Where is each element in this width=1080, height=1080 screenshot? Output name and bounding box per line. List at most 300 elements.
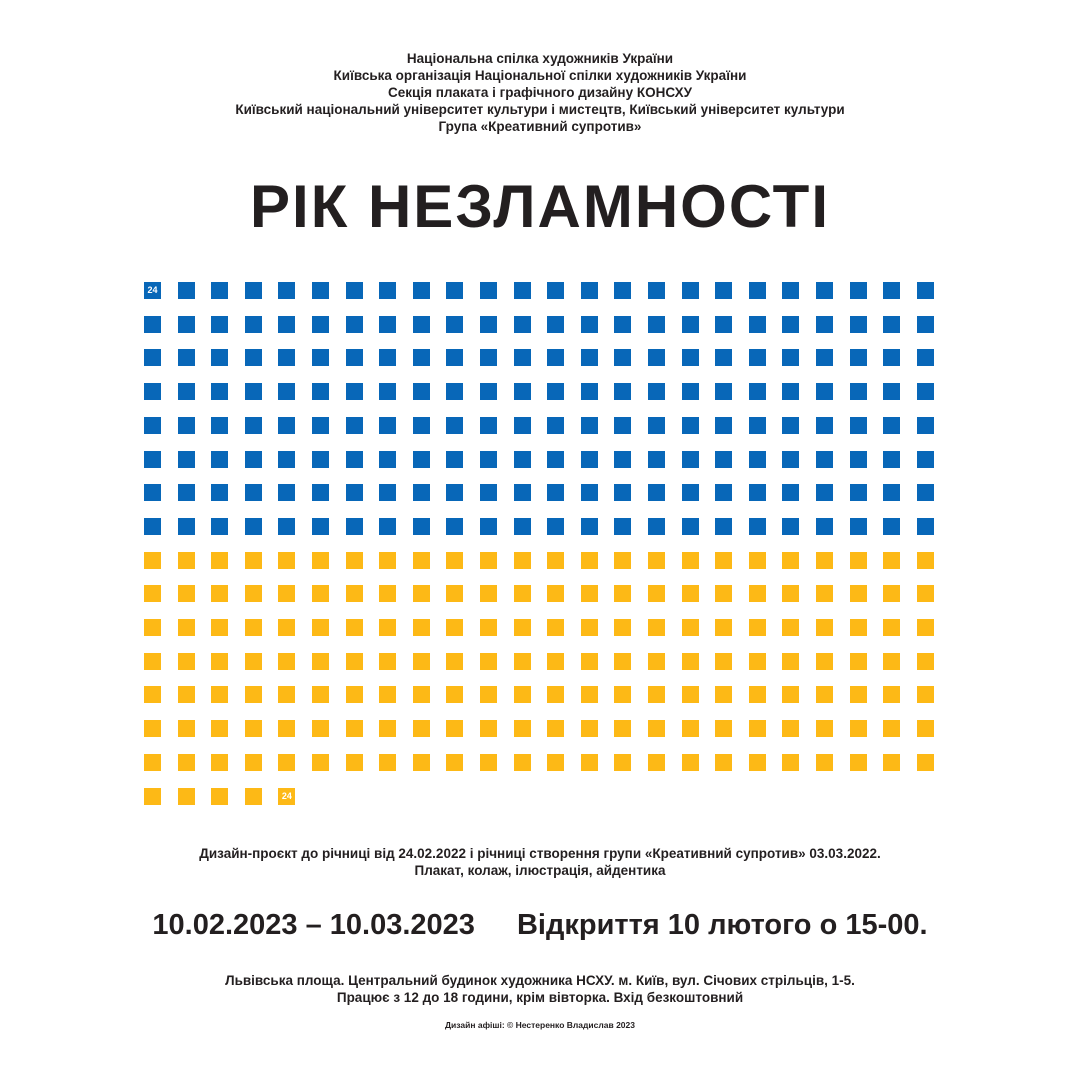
blue-day-square [850,451,867,468]
blue-day-square [312,417,329,434]
yellow-day-square [144,585,161,602]
yellow-day-square [413,720,430,737]
blue-day-square [682,417,699,434]
blue-day-square [715,383,732,400]
yellow-day-square [883,585,900,602]
blue-day-square [178,518,195,535]
blue-day-square [614,484,631,501]
yellow-day-square [346,585,363,602]
yellow-day-square [480,619,497,636]
yellow-day-square [346,653,363,670]
blue-day-square [278,451,295,468]
blue-day-square [413,349,430,366]
blue-day-square [312,282,329,299]
yellow-day-square [514,585,531,602]
yellow-day-square [547,585,564,602]
blue-day-square [480,349,497,366]
yellow-day-square [581,720,598,737]
yellow-day-square [144,686,161,703]
yellow-day-square [816,619,833,636]
blue-day-square [446,282,463,299]
blue-day-square [379,349,396,366]
blue-day-square [581,349,598,366]
yellow-day-square [917,686,934,703]
blue-day-square [211,451,228,468]
yellow-day-square [480,686,497,703]
yellow-day-square [211,653,228,670]
blue-day-square [312,518,329,535]
blue-day-square [715,518,732,535]
design-credit: Дизайн афіші: © Нестеренко Владислав 2023 [445,1020,635,1030]
blue-day-square [144,417,161,434]
blue-day-square [312,349,329,366]
blue-day-square [413,451,430,468]
blue-day-square [245,282,262,299]
blue-day-square [346,383,363,400]
yellow-day-square [312,754,329,771]
yellow-day-square [614,552,631,569]
blue-day-square [346,417,363,434]
description-line: Дизайн-проєкт до річниці від 24.02.2022 і річниці створення групи «Креативний супротив» 03.03.2022. [199,846,881,861]
yellow-day-square [648,754,665,771]
blue-day-square [648,518,665,535]
blue-day-square [782,282,799,299]
opening-time: Відкриття 10 лютого о 15-00. [516,909,928,941]
blue-day-square [749,417,766,434]
exhibition-dates: 10.02.2023 – 10.03.2023 [152,909,475,941]
yellow-day-square [211,585,228,602]
blue-day-square [245,417,262,434]
yellow-day-square [480,552,497,569]
yellow-day-square [245,788,262,805]
blue-day-square [883,316,900,333]
yellow-day-square [278,720,295,737]
organizers-block [0,50,1080,135]
blue-day-square [245,484,262,501]
yellow-day-square [514,720,531,737]
yellow-day-square [278,619,295,636]
blue-day-square [278,417,295,434]
yellow-day-square [547,720,564,737]
yellow-day-square [648,720,665,737]
yellow-day-square [514,754,531,771]
yellow-day-square [782,754,799,771]
blue-day-square [749,518,766,535]
blue-day-square [749,383,766,400]
blue-day-square [883,484,900,501]
blue-day-square [245,383,262,400]
blue-day-square [245,316,262,333]
blue-day-square [480,316,497,333]
yellow-day-square [480,754,497,771]
yellow-day-square [178,653,195,670]
yellow-day-square [178,788,195,805]
blue-day-square [682,451,699,468]
blue-day-square [446,349,463,366]
yellow-day-square [178,585,195,602]
blue-day-square [413,417,430,434]
blue-day-square [547,518,564,535]
yellow-day-square [245,686,262,703]
yellow-day-square [883,653,900,670]
yellow-day-square [682,686,699,703]
yellow-day-square [211,619,228,636]
yellow-day-square [715,552,732,569]
organizer-line: Київська організація Національної спілки художників України [333,68,747,83]
blue-day-square [245,451,262,468]
yellow-day-square [446,653,463,670]
yellow-day-square [614,686,631,703]
blue-day-square [682,316,699,333]
yellow-day-square [850,754,867,771]
yellow-day-square [514,686,531,703]
yellow-day-square [648,686,665,703]
day-square-label: 24 [281,790,292,801]
blue-day-square [379,282,396,299]
blue-day-square [446,484,463,501]
organizer-line: Національна спілка художників України [406,51,674,66]
yellow-day-square [211,686,228,703]
blue-day-square [514,417,531,434]
blue-day-square [715,282,732,299]
blue-day-square [917,417,934,434]
yellow-day-square [782,653,799,670]
blue-day-square [278,383,295,400]
blue-day-square [312,484,329,501]
yellow-day-square [614,754,631,771]
blue-day-square [581,518,598,535]
yellow-day-square [245,552,262,569]
yellow-day-square [749,619,766,636]
blue-day-square [413,518,430,535]
blue-day-square [917,484,934,501]
yellow-day-square [245,585,262,602]
yellow-day-square [278,686,295,703]
yellow-day-square [682,585,699,602]
blue-day-square [816,349,833,366]
yellow-day-square [648,653,665,670]
yellow-day-square [816,552,833,569]
blue-day-square [883,451,900,468]
yellow-day-square [682,720,699,737]
yellow-day-square [245,720,262,737]
yellow-day-square [144,788,161,805]
blue-day-square [379,484,396,501]
yellow-day-square [917,754,934,771]
blue-day-square [547,316,564,333]
blue-day-square [547,383,564,400]
venue-line: Львівська площа. Центральний будинок художника НСХУ. м. Київ, вул. Січових стрільців, 1-5. [225,973,855,988]
yellow-day-square [480,585,497,602]
blue-day-square [883,518,900,535]
blue-day-square [850,316,867,333]
blue-day-square [379,383,396,400]
blue-day-square [446,417,463,434]
blue-day-square [917,451,934,468]
blue-day-square [581,316,598,333]
blue-day-square [749,349,766,366]
yellow-day-square [480,720,497,737]
blue-day-square [446,451,463,468]
yellow-day-square [581,619,598,636]
yellow-day-square [245,754,262,771]
blue-day-square [782,383,799,400]
blue-day-square [682,518,699,535]
blue-day-square [850,518,867,535]
yellow-day-square [749,686,766,703]
yellow-day-square [245,653,262,670]
blue-day-square [178,349,195,366]
yellow-day-square [446,754,463,771]
yellow-day-square [346,619,363,636]
yellow-day-square [917,552,934,569]
yellow-day-square [178,619,195,636]
yellow-day-square [682,619,699,636]
blue-day-square [581,417,598,434]
blue-day-square [782,417,799,434]
blue-day-square [413,383,430,400]
blue-day-square [547,484,564,501]
yellow-day-square [581,686,598,703]
blue-day-square [648,417,665,434]
yellow-day-square [144,552,161,569]
blue-day-square [648,451,665,468]
blue-day-square [816,383,833,400]
blue-day-square [850,349,867,366]
yellow-day-square [850,619,867,636]
blue-day-square [917,316,934,333]
blue-day-square [614,383,631,400]
yellow-day-square [379,619,396,636]
blue-day-square [547,282,564,299]
yellow-day-square [346,754,363,771]
yellow-day-square [782,552,799,569]
blue-day-square [514,282,531,299]
organizer-line: Секція плаката і графічного дизайну КОНСХУ [388,85,692,100]
yellow-day-square [749,552,766,569]
blue-day-square [816,451,833,468]
yellow-day-square [581,585,598,602]
blue-day-square [715,484,732,501]
yellow-day-square [581,552,598,569]
yellow-day-square [682,754,699,771]
blue-day-square [346,518,363,535]
blue-day-square [514,518,531,535]
blue-day-square [211,518,228,535]
yellow-day-square [816,653,833,670]
blue-day-square [816,518,833,535]
blue-day-square [144,484,161,501]
yellow-day-square [144,653,161,670]
blue-day-square [614,417,631,434]
yellow-day-square [547,619,564,636]
blue-day-square [245,349,262,366]
blue-day-square [682,349,699,366]
blue-day-square [514,349,531,366]
blue-day-square [346,349,363,366]
event-dates-row [0,905,1080,945]
yellow-day-square [413,754,430,771]
blue-day-square [480,282,497,299]
blue-day-square [446,316,463,333]
yellow-day-square [883,754,900,771]
yellow-day-square [749,653,766,670]
blue-day-square [144,349,161,366]
yellow-day-square [178,686,195,703]
yellow-day-square [581,754,598,771]
blue-day-square [547,451,564,468]
calendar-square-grid [144,282,944,812]
yellow-day-square [816,686,833,703]
blue-day-square [883,282,900,299]
blue-day-square [816,484,833,501]
yellow-day-square [614,619,631,636]
blue-day-square [883,383,900,400]
yellow-day-square [917,720,934,737]
blue-day-square [178,417,195,434]
yellow-day-square [648,552,665,569]
blue-day-square [614,518,631,535]
blue-day-square [782,451,799,468]
yellow-day-square [614,720,631,737]
blue-day-square [917,518,934,535]
blue-day-square [648,282,665,299]
blue-day-square [514,316,531,333]
blue-day-square [278,518,295,535]
yellow-day-square [782,686,799,703]
yellow-day-square [413,552,430,569]
blue-day-square [715,316,732,333]
blue-day-square [581,484,598,501]
blue-day-square [278,484,295,501]
yellow-day-square [715,754,732,771]
blue-day-square [614,316,631,333]
blue-day-square [648,316,665,333]
blue-day-square [480,383,497,400]
yellow-day-square [715,585,732,602]
yellow-day-square [379,720,396,737]
blue-day-square [581,282,598,299]
blue-day-square [178,383,195,400]
blue-day-square [379,518,396,535]
yellow-day-square [850,585,867,602]
blue-day-square [682,383,699,400]
blue-day-square [413,316,430,333]
yellow-day-square [917,619,934,636]
yellow-day-square [917,585,934,602]
yellow-day-square [682,653,699,670]
yellow-day-square [782,619,799,636]
yellow-day-square [715,653,732,670]
organizer-line: Група «Креативний супротив» [438,119,642,134]
blue-day-square [715,451,732,468]
blue-day-square [917,383,934,400]
blue-day-square [782,484,799,501]
poster-title: РІК НЕЗЛАМНОСТІ [250,173,830,240]
blue-day-square [144,316,161,333]
yellow-day-square [446,585,463,602]
yellow-day-square [749,585,766,602]
blue-day-square [278,349,295,366]
blue-day-square [178,484,195,501]
blue-day-square [379,417,396,434]
blue-day-square [850,383,867,400]
blue-day-square [749,451,766,468]
blue-day-square [480,451,497,468]
description-block [0,845,1080,879]
yellow-day-square [816,585,833,602]
yellow-day-square [581,653,598,670]
blue-day-square [178,282,195,299]
yellow-day-square [379,653,396,670]
blue-day-square [547,349,564,366]
blue-day-square [278,282,295,299]
yellow-day-square [312,619,329,636]
yellow-day-square [413,686,430,703]
yellow-day-square [211,788,228,805]
yellow-day-square [883,686,900,703]
yellow-day-square [614,585,631,602]
yellow-day-square [547,653,564,670]
description-line: Плакат, колаж, ілюстрація, айдентика [414,863,666,878]
blue-day-square [514,484,531,501]
blue-day-square [346,282,363,299]
yellow-day-square [446,552,463,569]
yellow-day-square [715,619,732,636]
yellow-day-square [883,720,900,737]
blue-day-square [379,451,396,468]
yellow-day-square [178,552,195,569]
yellow-day-square [749,720,766,737]
yellow-day-square [883,552,900,569]
yellow-day-square [278,552,295,569]
start-day-square [144,282,161,299]
blue-day-square [446,518,463,535]
blue-day-square [816,316,833,333]
blue-day-square [782,316,799,333]
blue-day-square [715,349,732,366]
yellow-day-square [446,686,463,703]
yellow-day-square [514,619,531,636]
yellow-day-square [312,686,329,703]
blue-day-square [648,349,665,366]
yellow-day-square [446,619,463,636]
blue-day-square [782,518,799,535]
blue-day-square [211,282,228,299]
yellow-day-square [346,552,363,569]
yellow-day-square [547,552,564,569]
yellow-day-square [346,686,363,703]
yellow-day-square [211,552,228,569]
blue-day-square [211,417,228,434]
blue-day-square [816,282,833,299]
blue-day-square [682,484,699,501]
blue-day-square [547,417,564,434]
blue-day-square [211,316,228,333]
blue-day-square [816,417,833,434]
blue-day-square [245,518,262,535]
blue-day-square [413,484,430,501]
blue-day-square [480,518,497,535]
blue-day-square [917,282,934,299]
yellow-day-square [346,720,363,737]
blue-day-square [917,349,934,366]
blue-day-square [312,316,329,333]
yellow-day-square [782,585,799,602]
venue-block [0,972,1080,1006]
yellow-day-square [614,653,631,670]
yellow-day-square [278,754,295,771]
